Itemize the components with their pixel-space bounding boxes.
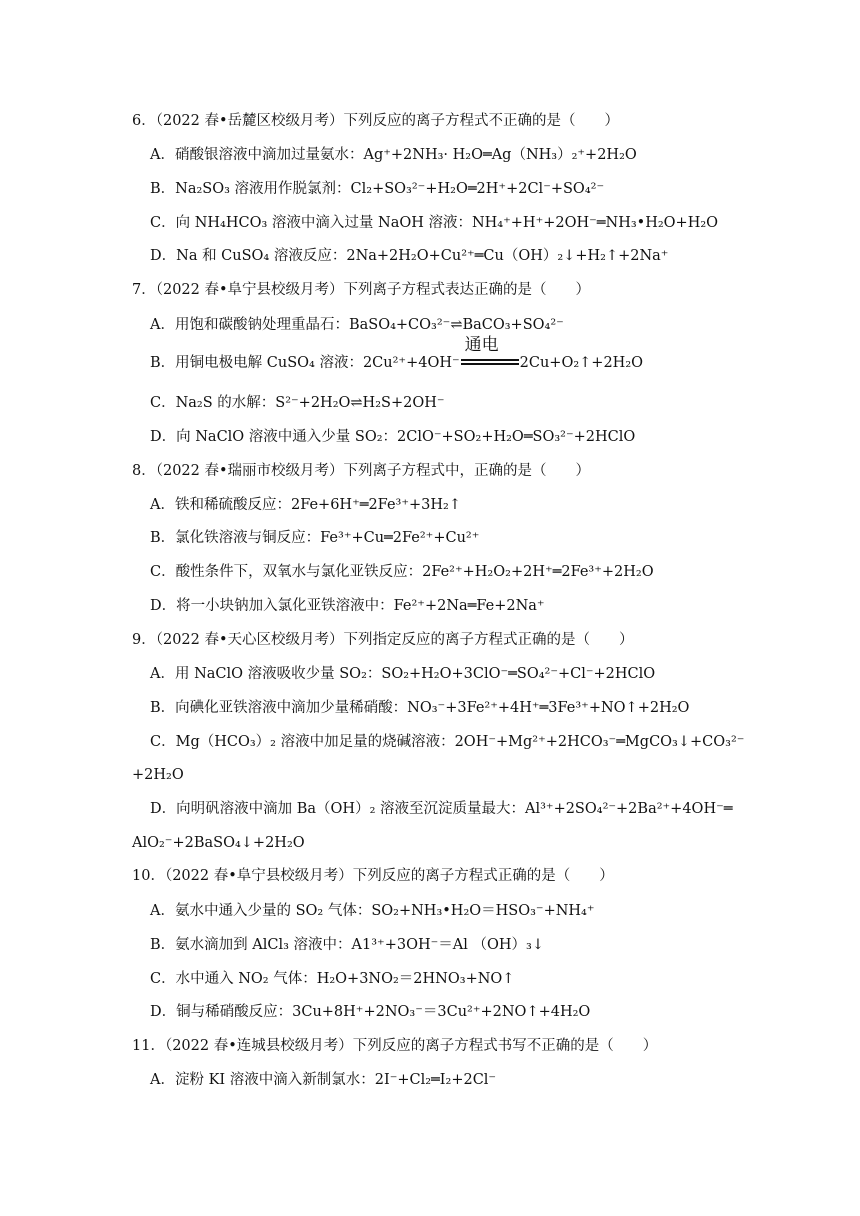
question-6-option-c: C．向 NH₄HCO₃ 溶液中滴入过量 NaOH 溶液：NH₄⁺+H⁺+2OH⁻═NH₃•H₂O+H₂O (150, 215, 719, 231)
question-6-option-a: A．硝酸银溶液中滴加过量氨水：Ag⁺+2NH₃· H₂O═Ag（NH₃）₂⁺+2H₂O (150, 147, 637, 163)
question-7-option-b (150, 335, 644, 373)
question-10-option-d: D．铜与稀硝酸反应：3Cu+8H⁺+2NO₃⁻＝3Cu²⁺+2NO↑+4H₂O (150, 1004, 591, 1020)
equals-bar-top (461, 359, 519, 361)
question-10-option-c: C．水中通入 NO₂ 气体：H₂O+3NO₂＝2HNO₃+NO↑ (150, 971, 515, 987)
question-7-option-b-left: B．用铜电极电解 CuSO₄ 溶液：2Cu²⁺+4OH⁻ (150, 355, 460, 371)
question-7-option-d: D．向 NaClO 溶液中通入少量 SO₂：2ClO⁻+SO₂+H₂O═SO₃²⁻+2HClO (150, 429, 636, 445)
question-6-stem: 6．（2022 春•岳麓区校级月考）下列反应的离子方程式不正确的是（ ） (132, 113, 620, 129)
question-10-option-a: A．氨水中通入少量的 SO₂ 气体：SO₂+NH₃•H₂O＝HSO₃⁻+NH₄⁺ (150, 903, 595, 919)
question-9-stem: 9．（2022 春•天心区校级月考）下列指定反应的离子方程式正确的是（ ） (132, 632, 634, 648)
question-9-option-a: A．用 NaClO 溶液吸收少量 SO₂：SO₂+H₂O+3ClO⁻═SO₄²⁻+Cl⁻+2HClO (150, 666, 656, 682)
question-6-option-b: B．Na₂SO₃ 溶液用作脱氯剂：Cl₂+SO₃²⁻+H₂O═2H⁺+2Cl⁻+SO₄²⁻ (150, 181, 605, 197)
question-6-option-d: D．Na 和 CuSO₄ 溶液反应：2Na+2H₂O+Cu²⁺═Cu（OH）₂↓+H₂↑+2Na⁺ (150, 248, 669, 264)
question-9-option-d-continued: AlO₂⁻+2BaSO₄↓+2H₂O (132, 835, 305, 851)
question-7-option-c: C．Na₂S 的水解：S²⁻+2H₂O⇌H₂S+2OH⁻ (150, 395, 445, 411)
electrolysis-condition-label: 通电 (464, 335, 499, 355)
question-8-option-d: D．将一小块钠加入氯化亚铁溶液中：Fe²⁺+2Na═Fe+2Na⁺ (150, 598, 545, 614)
question-10-stem: 10．（2022 春•阜宁县校级月考）下列反应的离子方程式正确的是（ ） (132, 868, 614, 884)
question-8-option-c: C．酸性条件下，双氧水与氯化亚铁反应：2Fe²⁺+H₂O₂+2H⁺═2Fe³⁺+2H₂O (150, 564, 654, 580)
question-8-stem: 8．（2022 春•瑞丽市校级月考）下列离子方程式中，正确的是（ ） (132, 463, 591, 479)
question-11-option-a: A．淀粉 KI 溶液中滴入新制氯水：2I⁻+Cl₂═I₂+2Cl⁻ (150, 1072, 497, 1088)
question-10-option-b: B．氨水滴加到 AlCl₃ 溶液中：A1³⁺+3OH⁻＝Al （OH）₃↓ (150, 937, 544, 953)
question-9-option-d: D．向明矾溶液中滴加 Ba（OH）₂ 溶液至沉淀质量最大：Al³⁺+2SO₄²⁻+2Ba²⁺+4OH⁻═ (150, 801, 733, 817)
question-9-option-c: C．Mg（HCO₃）₂ 溶液中加足量的烧碱溶液：2OH⁻+Mg²⁺+2HCO₃⁻═MgCO₃↓+CO₃²⁻ (150, 734, 745, 750)
question-7-stem: 7．（2022 春•阜宁县校级月考）下列离子方程式表达正确的是（ ） (132, 282, 591, 298)
equals-bar-bottom (461, 363, 519, 365)
question-8-option-b: B．氯化铁溶液与铜反应：Fe³⁺+Cu═2Fe²⁺+Cu²⁺ (150, 530, 480, 546)
electrolysis-arrow (461, 335, 519, 373)
question-9-option-c-continued: +2H₂O (132, 767, 184, 783)
question-7-option-b-right: 2Cu+O₂↑+2H₂O (519, 355, 644, 371)
question-7-option-a: A．用饱和碳酸钠处理重晶石：BaSO₄+CO₃²⁻⇌BaCO₃+SO₄²⁻ (150, 317, 564, 333)
question-8-option-a: A．铁和稀硫酸反应：2Fe+6H⁺═2Fe³⁺+3H₂↑ (150, 497, 461, 513)
question-11-stem: 11．（2022 春•连城县校级月考）下列反应的离子方程式书写不正确的是（ ） (132, 1038, 658, 1054)
question-9-option-b: B．向碘化亚铁溶液中滴加少量稀硝酸：NO₃⁻+3Fe²⁺+4H⁺═3Fe³⁺+NO↑+2H₂O (150, 700, 690, 716)
